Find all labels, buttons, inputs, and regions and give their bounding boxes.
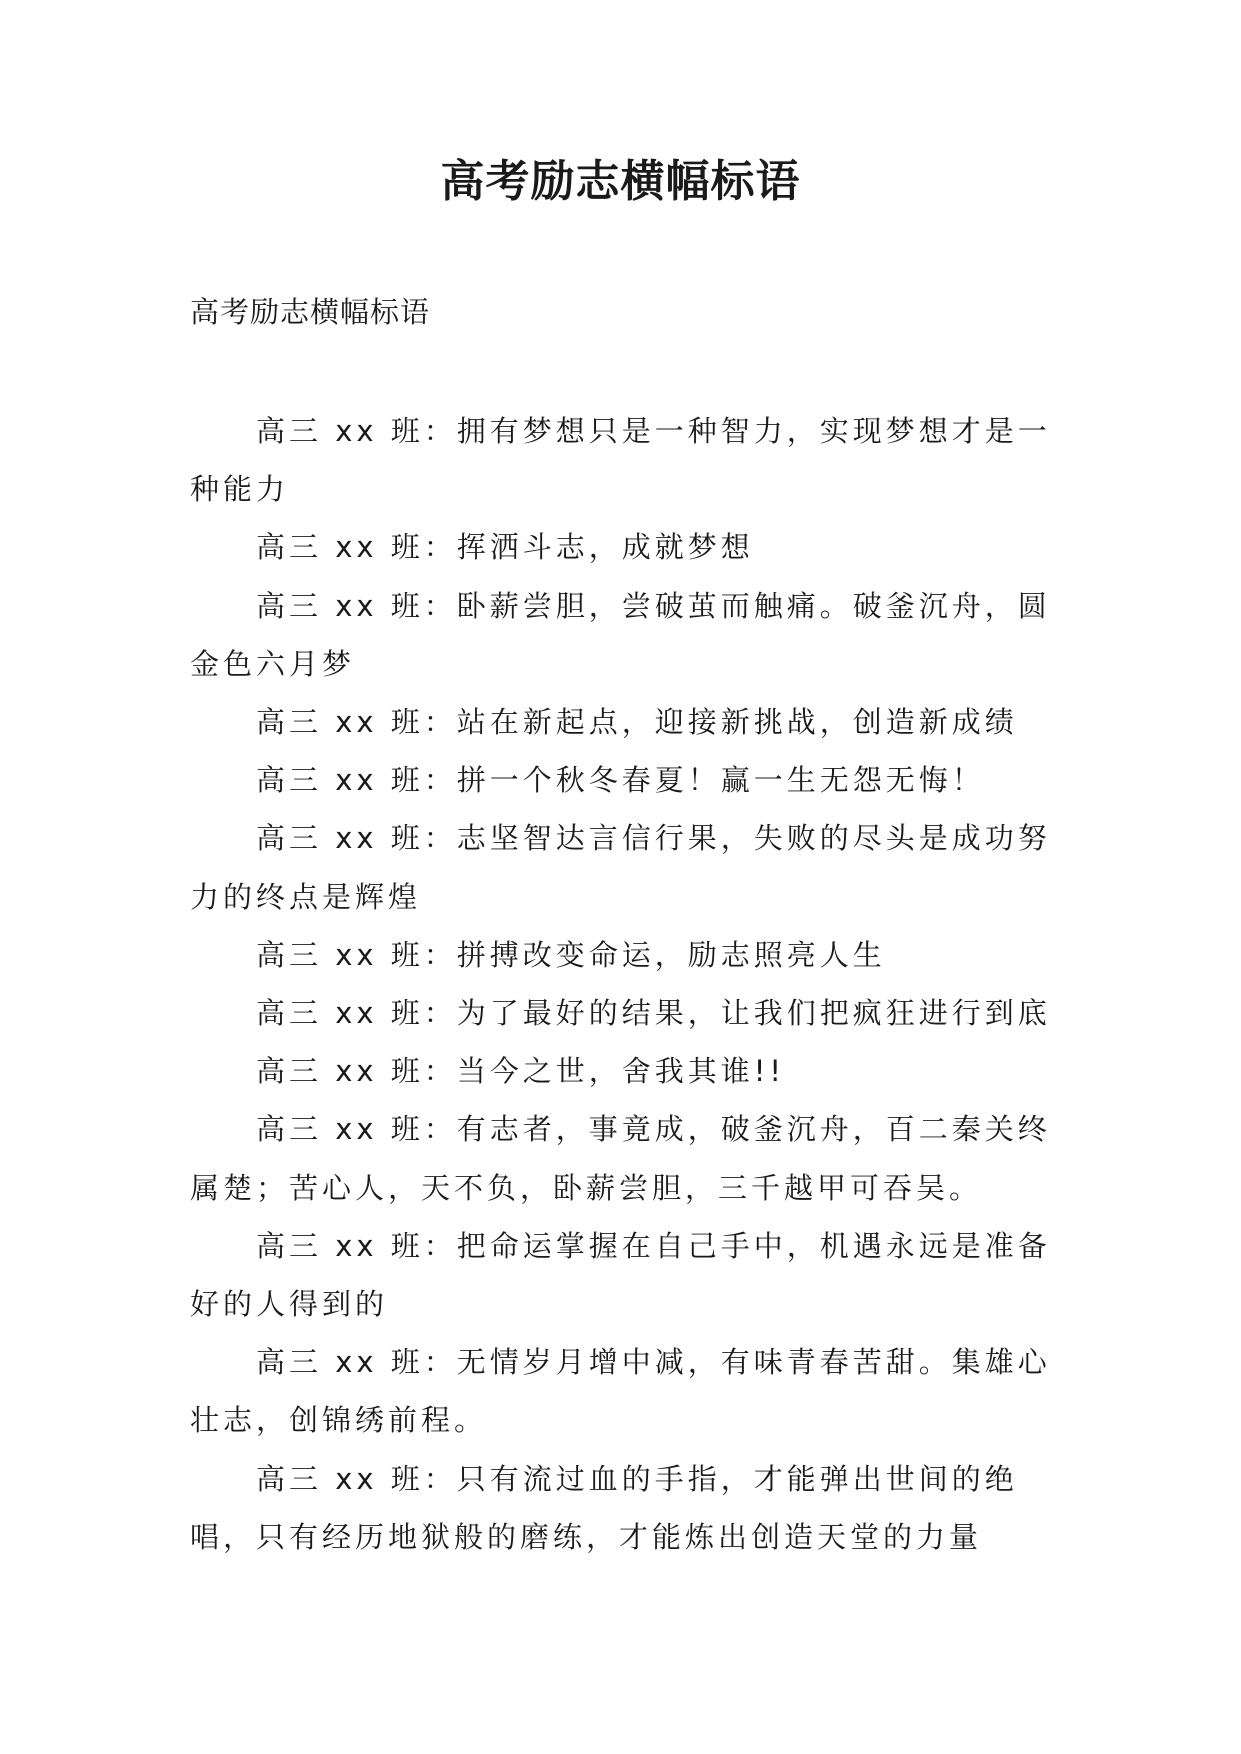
- paragraph: 高三 xx 班：把命运掌握在自己手中，机遇永远是准备好的人得到的: [190, 1228, 1051, 1322]
- paragraph: 高三 xx 班：拥有梦想只是一种智力，实现梦想才是一种能力: [190, 414, 1051, 507]
- paragraph: 高三 xx 班：当今之世，舍我其谁!!: [256, 1054, 786, 1089]
- document-title: 高考励志横幅标语: [440, 156, 801, 207]
- paragraph: 高三 xx 班：志坚智达言信行果，失败的尽头是成功努力的终点是辉煌: [190, 821, 1051, 914]
- paragraph: 高三 xx 班：卧薪尝胆，尝破茧而触痛。破釜沉舟，圆金色六月梦: [190, 588, 1051, 681]
- document-body: [190, 402, 1058, 1566]
- paragraph: 高三 xx 班：为了最好的结果，让我们把疯狂进行到底: [256, 996, 1051, 1031]
- paragraph: 高三 xx 班：挥洒斗志，成就梦想: [256, 530, 754, 565]
- paragraph: 高三 xx 班：拼一个秋冬春夏！赢一生无怨无悔！: [256, 763, 985, 798]
- paragraph: 高三 xx 班：只有流过血的手指，才能弹出世间的绝唱，只有经历地狱般的磨练，才能炼出创造天堂的力量: [190, 1461, 1018, 1554]
- paragraph: 高三 xx 班：有志者，事竟成，破釜沉舟，百二秦关终属楚；苦心人，天不负，卧薪尝胆，三千越甲可吞吴。: [190, 1112, 1051, 1205]
- paragraph: 高三 xx 班：无情岁月增中减，有味青春苦甜。集雄心壮志，创锦绣前程。: [190, 1345, 1051, 1438]
- document-subtitle: 高考励志横幅标语: [190, 295, 431, 329]
- paragraph: 高三 xx 班：拼搏改变命运，励志照亮人生: [256, 937, 886, 972]
- paragraph: 高三 xx 班：站在新起点，迎接新挑战，创造新成绩: [256, 705, 1018, 740]
